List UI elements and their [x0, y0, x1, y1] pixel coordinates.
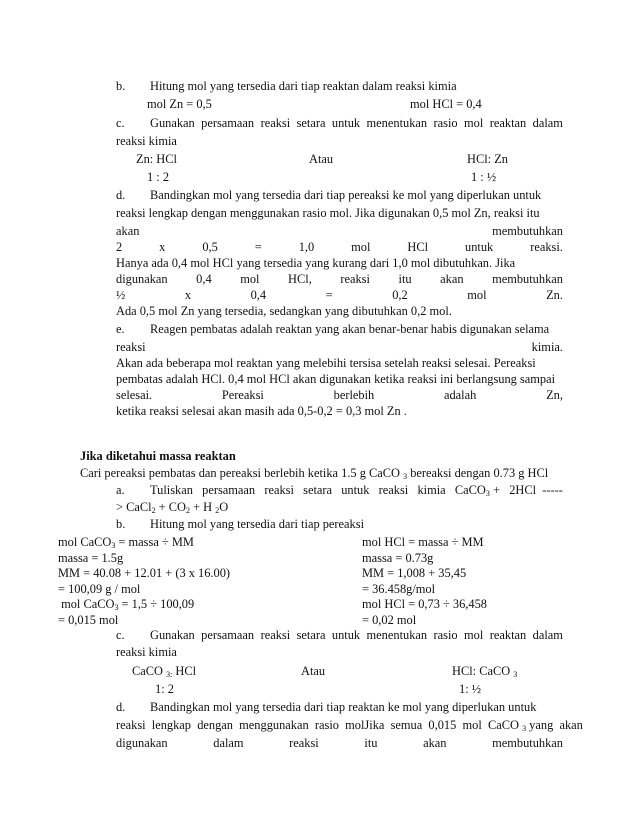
- word: HCl,: [288, 272, 312, 286]
- word: Zn.: [546, 288, 563, 302]
- word: reaksi: [340, 272, 370, 286]
- word: =: [254, 240, 262, 254]
- item-e-line3: Akan ada beberapa mol reaktan yang melebihi tersisa setelah reaksi selesai. Pereaksi: [116, 356, 536, 370]
- word: mol: [467, 288, 487, 302]
- item-e-label: e.: [116, 322, 125, 336]
- item-d2-line2: [116, 718, 583, 733]
- word: reaksi: [260, 116, 291, 130]
- item-a-line1: [150, 483, 563, 498]
- word: Pereaksi: [221, 388, 264, 402]
- item-d-label: d.: [116, 188, 126, 202]
- item-d-line4: [116, 240, 563, 255]
- mol-zn: mol Zn = 0,5: [147, 97, 212, 111]
- item-c2-line1: [150, 628, 563, 643]
- calc-left-6: = 0,015 mol: [58, 613, 119, 627]
- word: rasio: [433, 116, 458, 130]
- word: 0,5: [202, 240, 218, 254]
- word: reaktan: [489, 628, 527, 642]
- item-b-label: b.: [116, 79, 126, 93]
- word: reaksi.: [530, 240, 563, 254]
- formula: [455, 483, 563, 498]
- calc-left-5: [58, 597, 194, 612]
- ratio2-left-val: 1: 2: [155, 682, 174, 696]
- calc-left-3: MM = 40.08 + 12.01 + (3 x 16.00): [58, 566, 231, 580]
- calc-left-2: massa = 1.5g: [58, 551, 124, 565]
- calc-text: = massa ÷ MM: [115, 535, 194, 549]
- item-d-line3: [116, 224, 563, 239]
- calc-right-2: massa = 0.73g: [362, 551, 434, 565]
- ratio-mid: Atau: [309, 152, 334, 166]
- calc-right-6: = 0,02 mol: [362, 613, 417, 627]
- text: reaksi lengkap dengan menggunakan rasio molJika semua 0,015 mol CaCO: [116, 718, 519, 732]
- mol-hcl: mol HCl = 0,4: [410, 97, 482, 111]
- word: selesai.: [116, 388, 153, 402]
- word: reaksi: [116, 340, 146, 354]
- word: persamaan: [202, 483, 256, 497]
- word: x: [184, 288, 192, 302]
- word: HCl: [407, 240, 429, 254]
- formula-text: + CO: [155, 500, 186, 514]
- item-d2-label: d.: [116, 700, 126, 714]
- item-d-line5: Hanya ada 0,4 mol HCl yang tersedia yang kurang dari 1,0 mol dibutuhkan. Jika: [116, 256, 516, 270]
- word: adalah: [443, 388, 477, 402]
- word: mol: [464, 628, 484, 642]
- item-e-line5: [116, 388, 563, 403]
- intro-line: [80, 466, 548, 481]
- item-c2-line2: reaksi kimia: [116, 645, 177, 659]
- word: menentukan: [366, 628, 428, 642]
- item-b-text: Hitung mol yang tersedia dari tiap pereaksi: [150, 517, 365, 531]
- calc-text: = 1,5 ÷ 100,09: [118, 597, 195, 611]
- subscript: 3: [114, 603, 119, 612]
- word: kimia.: [531, 340, 563, 354]
- item-c-line1: [150, 116, 563, 131]
- word: reaktan: [489, 116, 527, 130]
- word: menentukan: [366, 116, 428, 130]
- item-d-line7: [116, 288, 563, 303]
- calc-right-3: MM = 1,008 + 35,45: [362, 566, 467, 580]
- word: setara: [296, 628, 326, 642]
- intro-text: Cari pereaksi pembatas dan pereaksi berlebih ketika 1.5 g CaCO: [80, 466, 400, 480]
- word: rasio: [433, 628, 458, 642]
- subscript: 3: [111, 541, 116, 550]
- word: dalam: [532, 116, 563, 130]
- intro-text-end: bereaksi dengan 0.73 g HCl: [410, 466, 549, 480]
- item-d2-line3: [116, 736, 563, 751]
- formula-text: > CaCl: [116, 500, 152, 514]
- word: 0,2: [392, 288, 408, 302]
- ratio-right-val: 1 : ½: [471, 170, 497, 184]
- calc-left-1: [58, 535, 194, 550]
- item-d-line2: reaksi lengkap dengan menggunakan rasio mol. Jika digunakan 0,5 mol Zn, reaksi itu: [116, 206, 540, 220]
- item-c-line2: reaksi kimia: [116, 134, 177, 148]
- word: setara: [303, 483, 333, 497]
- word: reaksi: [260, 628, 291, 642]
- word: 0,4: [250, 288, 267, 302]
- word: membutuhkan: [492, 736, 563, 750]
- ratio2-mid: Atau: [301, 664, 326, 678]
- text: yang akan: [526, 718, 583, 732]
- word: mol: [464, 116, 484, 130]
- word: 0,4: [196, 272, 212, 286]
- calc-right-1: mol HCl = massa ÷ MM: [362, 535, 484, 549]
- word: mol: [351, 240, 371, 254]
- word: akan: [423, 736, 447, 750]
- item-e-line4: pembatas adalah HCl. 0,4 mol HCl akan digunakan ketika reaksi ini berlangsung sampai: [116, 372, 556, 386]
- item-d2-line1: Bandingkan mol yang tersedia dari tiap reaktan ke mol yang diperlukan untuk: [150, 700, 537, 714]
- word: 2: [116, 240, 123, 254]
- ratio-left-val: 1 : 2: [147, 170, 170, 184]
- word: persamaan: [201, 628, 255, 642]
- ratio-left-label: Zn: HCl: [136, 152, 177, 166]
- word: mol: [240, 272, 260, 286]
- word: membutuhkan: [492, 272, 563, 286]
- item-e-line2: [116, 340, 563, 355]
- word: untuk: [331, 628, 361, 642]
- calc-right-5: mol HCl = 0,73 ÷ 36,458: [362, 597, 487, 611]
- word: untuk: [331, 116, 361, 130]
- item-d-line8: Ada 0,5 mol Zn yang tersedia, sedangkan yang dibutuhkan 0,2 mol.: [116, 304, 452, 318]
- item-e-line1: Reagen pembatas adalah reaktan yang akan benar-benar habis digunakan selama: [150, 322, 550, 336]
- calc-text: mol CaCO: [58, 597, 115, 611]
- word: Gunakan: [150, 116, 195, 130]
- ratio2-right-val: 1: ½: [459, 682, 482, 696]
- item-d-line6: [116, 272, 563, 287]
- item-b-text: Hitung mol yang tersedia dari tiap reaktan dalam reaksi kimia: [150, 79, 457, 93]
- ratio2-left-label: [132, 664, 196, 679]
- subscript: 2: [215, 506, 220, 515]
- word: berlebih: [333, 388, 375, 402]
- subscript: 3: [403, 472, 408, 481]
- word: untuk: [465, 240, 494, 254]
- word: setara: [296, 116, 326, 130]
- word: ½: [116, 288, 126, 302]
- word: Tuliskan: [150, 483, 193, 497]
- formula-text: + H: [189, 500, 216, 514]
- subscript: 3: [513, 670, 518, 679]
- word: akan: [116, 224, 140, 238]
- word: Gunakan: [150, 628, 195, 642]
- item-e-line6: ketika reaksi selesai akan masih ada 0,5-0,2 = 0,3 mol Zn .: [116, 404, 407, 418]
- word: reaksi: [289, 736, 319, 750]
- ratio2-right-label: [452, 664, 517, 679]
- ratio-text: CaCO: [132, 664, 163, 678]
- subscript: 3: [522, 724, 527, 733]
- word: digunakan: [116, 272, 168, 286]
- word: persamaan: [201, 116, 255, 130]
- formula-text: + 2HCl -----: [489, 483, 563, 497]
- word: untuk: [341, 483, 370, 497]
- formula-text: CaCO: [454, 483, 486, 497]
- word: akan: [440, 272, 464, 286]
- word: itu: [364, 736, 378, 750]
- formula-text: O: [219, 500, 229, 514]
- subscript: 2: [151, 506, 156, 515]
- subscript: 2: [185, 506, 190, 515]
- word: reaksi: [264, 483, 294, 497]
- item-d-line1: Bandingkan mol yang tersedia dari tiap pereaksi ke mol yang diperlukan untuk: [150, 188, 542, 202]
- word: membutuhkan: [492, 224, 563, 238]
- word: 1,0: [298, 240, 315, 254]
- calc-text: mol CaCO: [58, 535, 112, 549]
- word: reaksi: [378, 483, 409, 497]
- word: dalam: [532, 628, 563, 642]
- word: x: [159, 240, 166, 254]
- item-c2-label: c.: [116, 628, 125, 642]
- subscript: 3:: [166, 670, 173, 679]
- ratio-right-label: HCl: Zn: [467, 152, 508, 166]
- calc-left-4: = 100,09 g / mol: [58, 582, 141, 596]
- word: Zn,: [546, 388, 563, 402]
- word: dalam: [213, 736, 244, 750]
- word: kimia: [417, 483, 446, 497]
- subscript: 3: [485, 489, 490, 498]
- item-c-label: c.: [116, 116, 125, 130]
- word: itu: [398, 272, 412, 286]
- item-a-label: a.: [116, 483, 125, 497]
- ratio-text: HCl: CaCO: [452, 664, 511, 678]
- word: digunakan: [116, 736, 168, 750]
- section-heading: Jika diketahui massa reaktan: [80, 449, 236, 463]
- ratio-text: HCl: [172, 664, 197, 678]
- item-b-label: b.: [116, 517, 126, 531]
- calc-right-4: = 36.458g/mol: [362, 582, 436, 596]
- item-a-line2: [116, 500, 228, 515]
- word: =: [325, 288, 333, 302]
